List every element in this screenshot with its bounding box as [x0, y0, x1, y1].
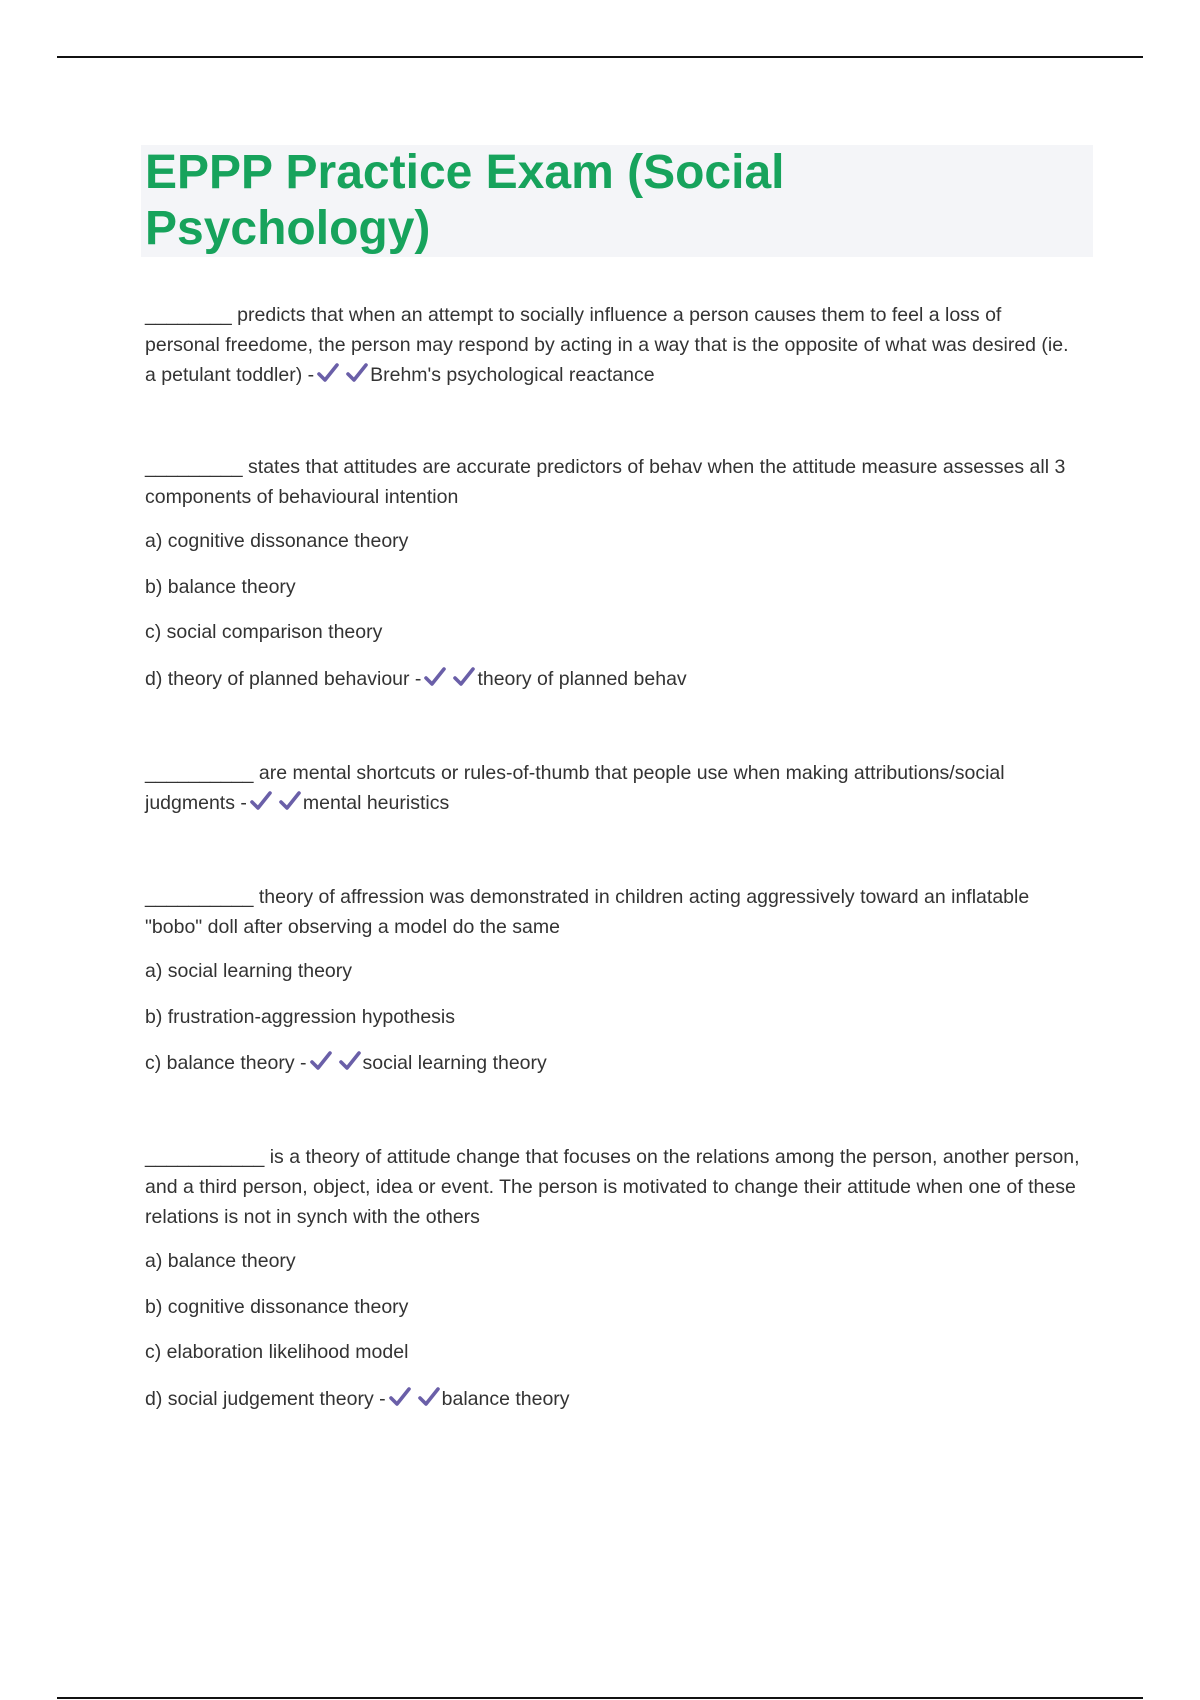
- answer-option: a) social learning theory: [145, 960, 353, 982]
- answer-option: b) cognitive dissonance theory: [145, 1296, 409, 1318]
- footer-rule: [57, 1697, 1143, 1699]
- question-answer: mental heuristics: [302, 792, 450, 814]
- question-answer: Brehm's psychological reactance: [370, 364, 655, 386]
- question-prompt: __________ theory of affression was demonstrated in children acting aggressively toward an inflatable "bobo" doll after observing a model do the same: [145, 886, 1030, 938]
- page-title: EPPP Practice Exam (Social Psychology): [145, 146, 785, 255]
- double-check-icon: [309, 1050, 362, 1081]
- question-prompt: ___________ is a theory of attitude change that focuses on the relations among the person, another person, and a third person, object, idea or event. The person is motivated to change their attitude when one of these relations is not in synch with the others: [145, 1146, 1080, 1228]
- question-answer: balance theory: [441, 1388, 570, 1410]
- answer-option: [145, 664, 1100, 697]
- question-answer: social learning theory: [362, 1052, 547, 1074]
- answer-option: a) cognitive dissonance theory: [145, 530, 409, 552]
- answer-option: [145, 1384, 1100, 1417]
- answer-option: b) frustration-aggression hypothesis: [145, 1006, 455, 1028]
- option-text: d) theory of planned behaviour -: [145, 668, 422, 690]
- question-block: [145, 758, 1100, 821]
- double-check-icon: [249, 790, 302, 821]
- question-prompt: _________ states that attitudes are accurate predictors of behav when the attitude measure assesses all 3 components of behavioural intention: [145, 456, 1066, 508]
- question-text: __________ are mental shortcuts or rules-of-thumb that people use when making attributions/social judgments -: [145, 762, 1005, 814]
- answer-option: [145, 1048, 1100, 1081]
- answer-option: b) balance theory: [145, 576, 296, 598]
- double-check-icon: [423, 666, 476, 697]
- question-text: ________ predicts that when an attempt to socially influence a person causes them to feel a loss of personal freedome, the person may respond by acting in a way that is the opposite of what was desired (ie. a petulant toddler) -: [145, 304, 1069, 386]
- double-check-icon: [316, 362, 369, 393]
- question-block: [145, 1142, 1100, 1417]
- title-banner: [141, 145, 1093, 257]
- double-check-icon: [388, 1386, 441, 1417]
- answer-option: a) balance theory: [145, 1250, 296, 1272]
- header-rule: [57, 56, 1143, 58]
- question-list: [145, 300, 1100, 1417]
- question-block: [145, 300, 1100, 393]
- answer-option: c) social comparison theory: [145, 621, 383, 643]
- question-block: [145, 452, 1100, 697]
- option-text: d) social judgement theory -: [145, 1388, 386, 1410]
- question-answer: theory of planned behav: [477, 668, 687, 690]
- option-text: c) balance theory -: [145, 1052, 307, 1074]
- question-prompt: [145, 300, 1075, 393]
- question-prompt: [145, 758, 1075, 821]
- question-block: [145, 882, 1100, 1081]
- answer-option: c) elaboration likelihood model: [145, 1341, 409, 1363]
